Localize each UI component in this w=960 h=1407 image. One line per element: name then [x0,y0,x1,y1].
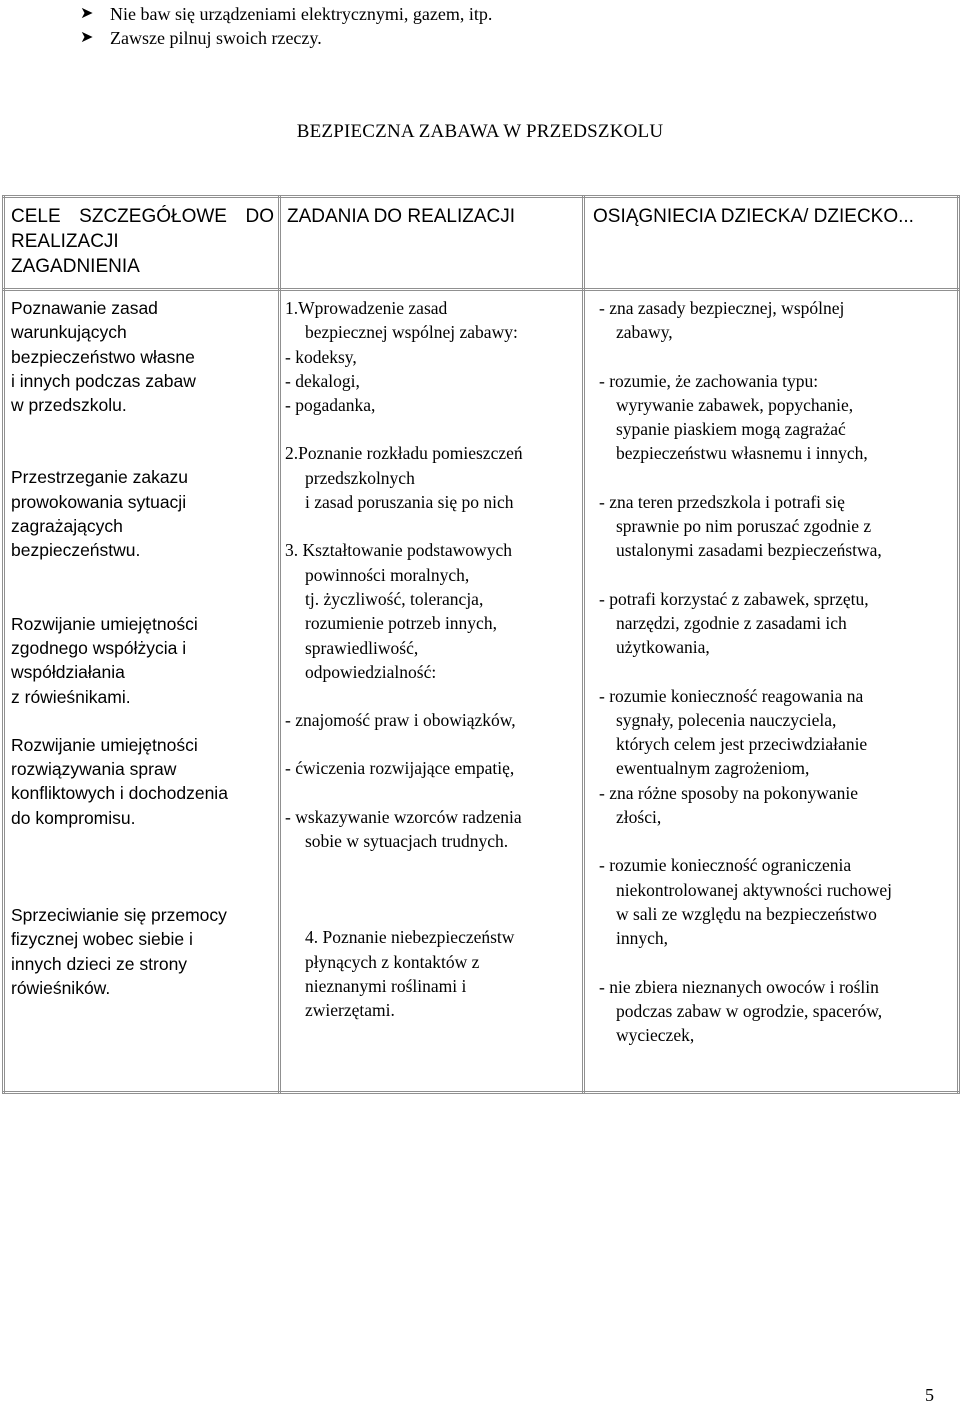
text-line: i zasad poruszania się po nich [305,492,514,513]
text-line: sypanie piaskiem mogą zagrażać [616,419,846,440]
task-item [285,805,580,854]
text-line: - pogadanka, [285,395,376,416]
task-item: - znajomość praw i obowiązków, [285,710,516,731]
header-goals [4,197,280,290]
goals-table [2,195,960,1094]
text-line: prowokowania sytuacji [11,491,187,512]
text-line: bezpieczeństwo własne [11,346,195,367]
text-line: Rozwijanie umiejętności [11,734,198,755]
goal-item [11,733,274,830]
task-item [285,441,580,514]
outcome-item [599,490,955,563]
text-line: tj. życzliwość, tolerancja, [305,588,484,609]
bullet-item [80,2,492,26]
text-line: odpowiedzialność: [305,661,437,682]
text-line: 1.Wprowadzenie zasad [285,298,448,318]
text-line: 4. Poznanie niebezpieczeństw [305,927,515,948]
section-title: BEZPIECZNA ZABAWA W PRZEDSZKOLU [296,121,664,142]
header-line: CELE SZCZEGÓŁOWE DO [11,206,274,227]
text-line: sobie w sytuacjach trudnych. [305,831,509,852]
goal-item [11,612,274,709]
bullet-item [80,26,492,50]
outcome-item [599,587,955,660]
arrow-bullet-icon: ➤ [80,5,94,22]
task-item [285,538,580,684]
text-line: przedszkolnych [305,467,415,488]
task-item: - ćwiczenia rozwijające empatię, [285,758,515,779]
header-tasks [280,197,584,290]
outcomes-cell [584,290,959,1093]
text-line: wyrywanie zabawek, popychanie, [616,394,854,415]
text-line: nieznanymi roślinami i [305,975,467,996]
text-line: Rozwijanie umiejętności [11,613,198,634]
table-header-row [4,197,959,290]
text-line: powinności moralnych, [305,564,470,585]
text-line: rówieśników. [11,977,111,998]
text-line: rozwiązywania spraw [11,759,177,780]
text-line: współdziałania [11,662,125,683]
text-line: - dekalogi, [285,370,360,391]
text-line: zwierzętami. [305,1000,395,1021]
text-line: złości, [616,807,662,828]
text-line: zagrażających [11,516,123,537]
bullet-text: Nie baw się urządzeniami elektrycznymi, gazem, itp. [110,4,493,24]
text-line: zabawy, [616,322,673,343]
text-line: - potrafi korzystać z zabawek, sprzętu, [599,588,869,609]
text-line: 3. Kształtowanie podstawowych [285,540,512,561]
outcome-item [599,781,955,830]
outcome-item [599,975,955,1048]
text-line: w sali ze względu na bezpieczeństwo [616,903,877,924]
text-line: 2.Poznanie rozkładu pomieszczeń [285,443,523,464]
text-line: niekontrolowanej aktywności ruchowej [616,879,893,900]
text-line: innych dzieci ze strony [11,953,188,974]
text-line: - zna teren przedszkola i potrafi się [599,491,845,512]
text-line: zgodnego współżycia i [11,637,187,658]
header-line: REALIZACJI [11,231,119,252]
goal-item [11,903,274,1000]
tasks-cell [280,290,584,1093]
text-line: z rówieśnikami. [11,686,131,707]
text-line: innych, [616,928,669,949]
header-outcomes [584,197,959,290]
text-line: w przedszkolu. [11,395,127,416]
text-line: których celem jest przeciwdziałanie [616,734,868,755]
text-line: podczas zabaw w ogrodzie, spacerów, [616,1000,883,1021]
text-line: rozumienie potrzeb innych, [305,613,497,634]
outcome-item [599,684,955,781]
outcome-item [599,853,955,950]
text-line: Poznawanie zasad [11,298,158,318]
text-line: wycieczek, [616,1025,695,1046]
task-item [285,296,580,417]
table-body-row [4,290,959,1093]
text-line: ewentualnym zagrożeniom, [616,758,810,779]
text-line: płynących z kontaktów z [305,951,480,972]
text-line: - zna zasady bezpiecznej, wspólnej [599,298,845,318]
text-line: - rozumie konieczność reagowania na [599,685,864,706]
page-number: 5 [925,1385,934,1405]
header-line: ZAGADNIENIA [11,256,140,277]
text-line: sprawiedliwość, [305,637,419,658]
outcome-item [599,369,955,466]
text-line: - rozumie konieczność ograniczenia [599,855,852,876]
text-line: bezpiecznej wspólnej zabawy: [305,322,518,343]
text-line: sprawnie po nim poruszać zgodnie z [616,516,872,537]
goal-item [11,465,274,562]
text-line: - kodeksy, [285,346,357,367]
goal-item [11,296,274,417]
text-line: - wskazywanie wzorców radzenia [285,806,522,827]
bullet-text: Zawsze pilnuj swoich rzeczy. [110,28,322,48]
text-line: bezpieczeństwu własnemu i innych, [616,443,868,464]
text-line: Przestrzeganie zakazu [11,467,189,488]
text-line: ustalonymi zasadami bezpieczeństwa, [616,540,882,561]
text-line: warunkujących [11,322,127,343]
text-line: - zna różne sposoby na pokonywanie [599,782,859,803]
text-line: - nie zbiera nieznanych owoców i roślin [599,976,879,997]
text-line: i innych podczas zabaw [11,370,196,391]
text-line: konfliktowych i dochodzenia [11,783,228,804]
bullet-list [80,2,492,50]
task-item [285,925,580,1022]
goals-cell [4,290,280,1093]
text-line: - rozumie, że zachowania typu: [599,370,819,391]
text-line: narzędzi, zgodnie z zasadami ich [616,612,847,633]
text-line: sygnały, polecenia nauczyciela, [616,709,837,730]
text-line: fizycznej wobec siebie i [11,929,193,950]
text-line: Sprzeciwianie się przemocy [11,905,227,926]
outcome-item [599,296,955,345]
text-line: do kompromisu. [11,807,136,828]
arrow-bullet-icon: ➤ [80,29,94,46]
text-line: użytkowania, [616,637,710,658]
text-line: bezpieczeństwu. [11,540,141,561]
header-line: ZADANIA DO REALIZACJI [287,206,516,227]
header-line: OSIĄGNIECIA DZIECKA/ DZIECKO... [593,206,914,227]
